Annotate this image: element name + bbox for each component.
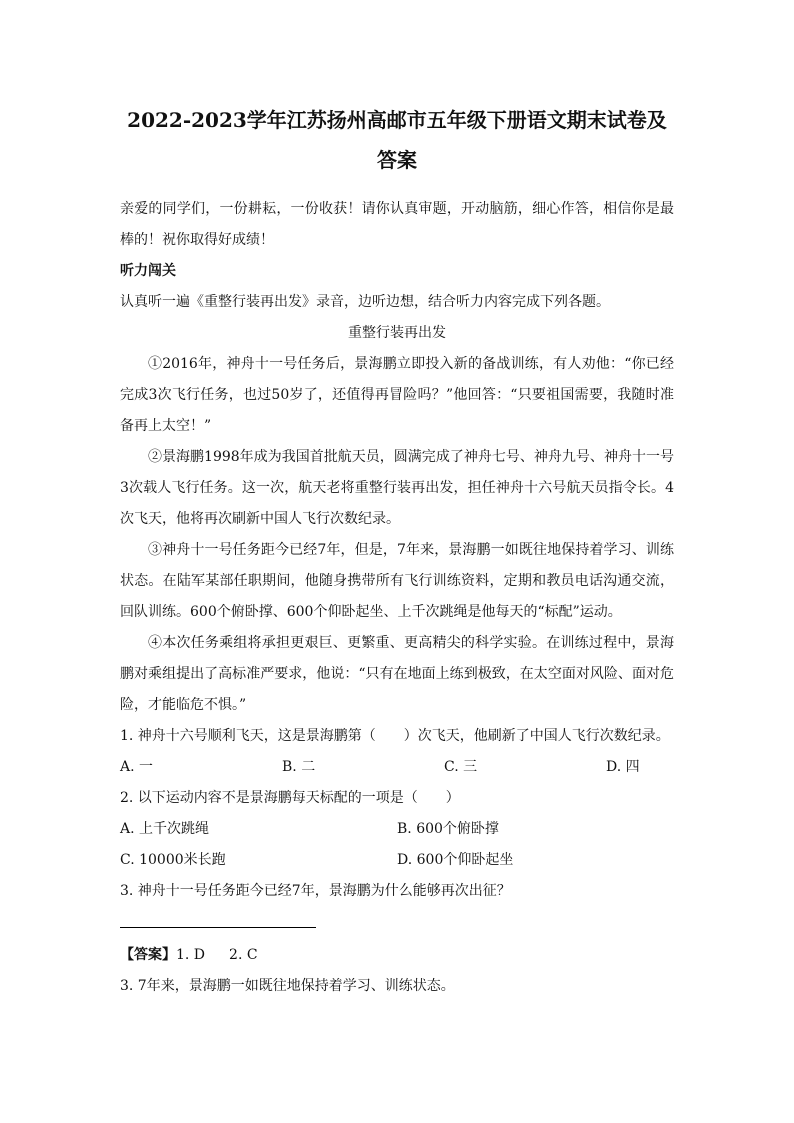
question-2-options-row-2 xyxy=(120,845,674,876)
passage-paragraph-1: ①2016年，神舟十一号任务后，景海鹏立即投入新的备战训练，有人劝他：“你已经完成3次飞行任务，也过50岁了，还值得再冒险吗？”他回答：“只要祖国需要，我随时准备再上太空！” xyxy=(120,356,674,434)
answer-divider xyxy=(120,927,316,928)
section-heading: 听力闯关 xyxy=(120,263,176,279)
passage-title: 重整行装再出发 xyxy=(348,325,446,341)
question-1-option-d: D. 四 xyxy=(606,759,640,775)
question-1-options xyxy=(120,752,674,783)
intro-text: 亲爱的同学们，一份耕耘，一份收获！请你认真审题，开动脑筋，细心作答，相信你是最棒的！祝你取得好成绩！ xyxy=(120,201,674,248)
question-1-stem: 1. 神舟十六号顺利飞天，这是景海鹏第（ ）次飞天，他刷新了中国人飞行次数纪录。 xyxy=(120,728,670,744)
passage-paragraph-2: ②景海鹏1998年成为我国首批航天员，圆满完成了神舟七号、神舟九号、神舟十一号3次载人飞行任务。这一次，航天老将重整行装再出发，担任神舟十六号航天员指令长。4次飞天，他将再次刷新中国人飞行次数纪录。 xyxy=(120,449,674,527)
question-2-option-b: B. 600个俯卧撑 xyxy=(397,821,499,837)
question-1-option-a: A. 一 xyxy=(120,759,154,775)
passage-paragraph-4: ④本次任务乘组将承担更艰巨、更繁重、更高精尖的科学实验。在训练过程中，景海鹏对乘组提出了高标准严要求，他说：“只有在地面上练到极致，在太空面对风险、面对危险，才能临危不惧。” xyxy=(120,635,674,713)
question-2-stem: 2. 以下运动内容不是景海鹏每天标配的一项是（ ） xyxy=(120,790,460,806)
title-line-1: 2022-2023学年江苏扬州高邮市五年级下册语文期末试卷及 xyxy=(127,108,667,132)
answer-line-1 xyxy=(120,940,674,971)
listening-instruction: 认真听一遍《重整行装再出发》录音，边听边想，结合听力内容完成下列各题。 xyxy=(120,294,610,310)
answer-item-3: 3. 7年来，景海鹏一如既往地保持着学习、训练状态。 xyxy=(120,978,455,994)
question-2-options-row-1 xyxy=(120,814,674,845)
document-page xyxy=(120,100,674,1002)
question-2-option-d: D. 600个仰卧起坐 xyxy=(397,852,514,868)
question-1-option-c: C. 三 xyxy=(444,759,478,775)
title-line-2: 答案 xyxy=(377,148,417,172)
document-title xyxy=(120,100,674,180)
answer-item-1: 1. D xyxy=(176,947,206,963)
question-3-stem: 3. 神舟十一号任务距今已经7年，景海鹏为什么能够再次出征？ xyxy=(120,883,511,899)
question-2-option-a: A. 上千次跳绳 xyxy=(120,821,210,837)
answer-label: 【答案】 xyxy=(120,947,176,963)
question-1-option-b: B. 二 xyxy=(282,759,316,775)
passage-paragraph-3: ③神舟十一号任务距今已经7年，但是，7年来，景海鹏一如既往地保持着学习、训练状态。在陆军某部任职期间，他随身携带所有飞行训练资料，定期和教员电话沟通交流，回队训练。600个俯卧撑、600个仰卧起坐、上千次跳绳是他每天的“标配”运动。 xyxy=(120,542,674,620)
answer-item-2: 2. C xyxy=(229,947,258,963)
question-2-option-c: C. 10000米长跑 xyxy=(120,852,226,868)
